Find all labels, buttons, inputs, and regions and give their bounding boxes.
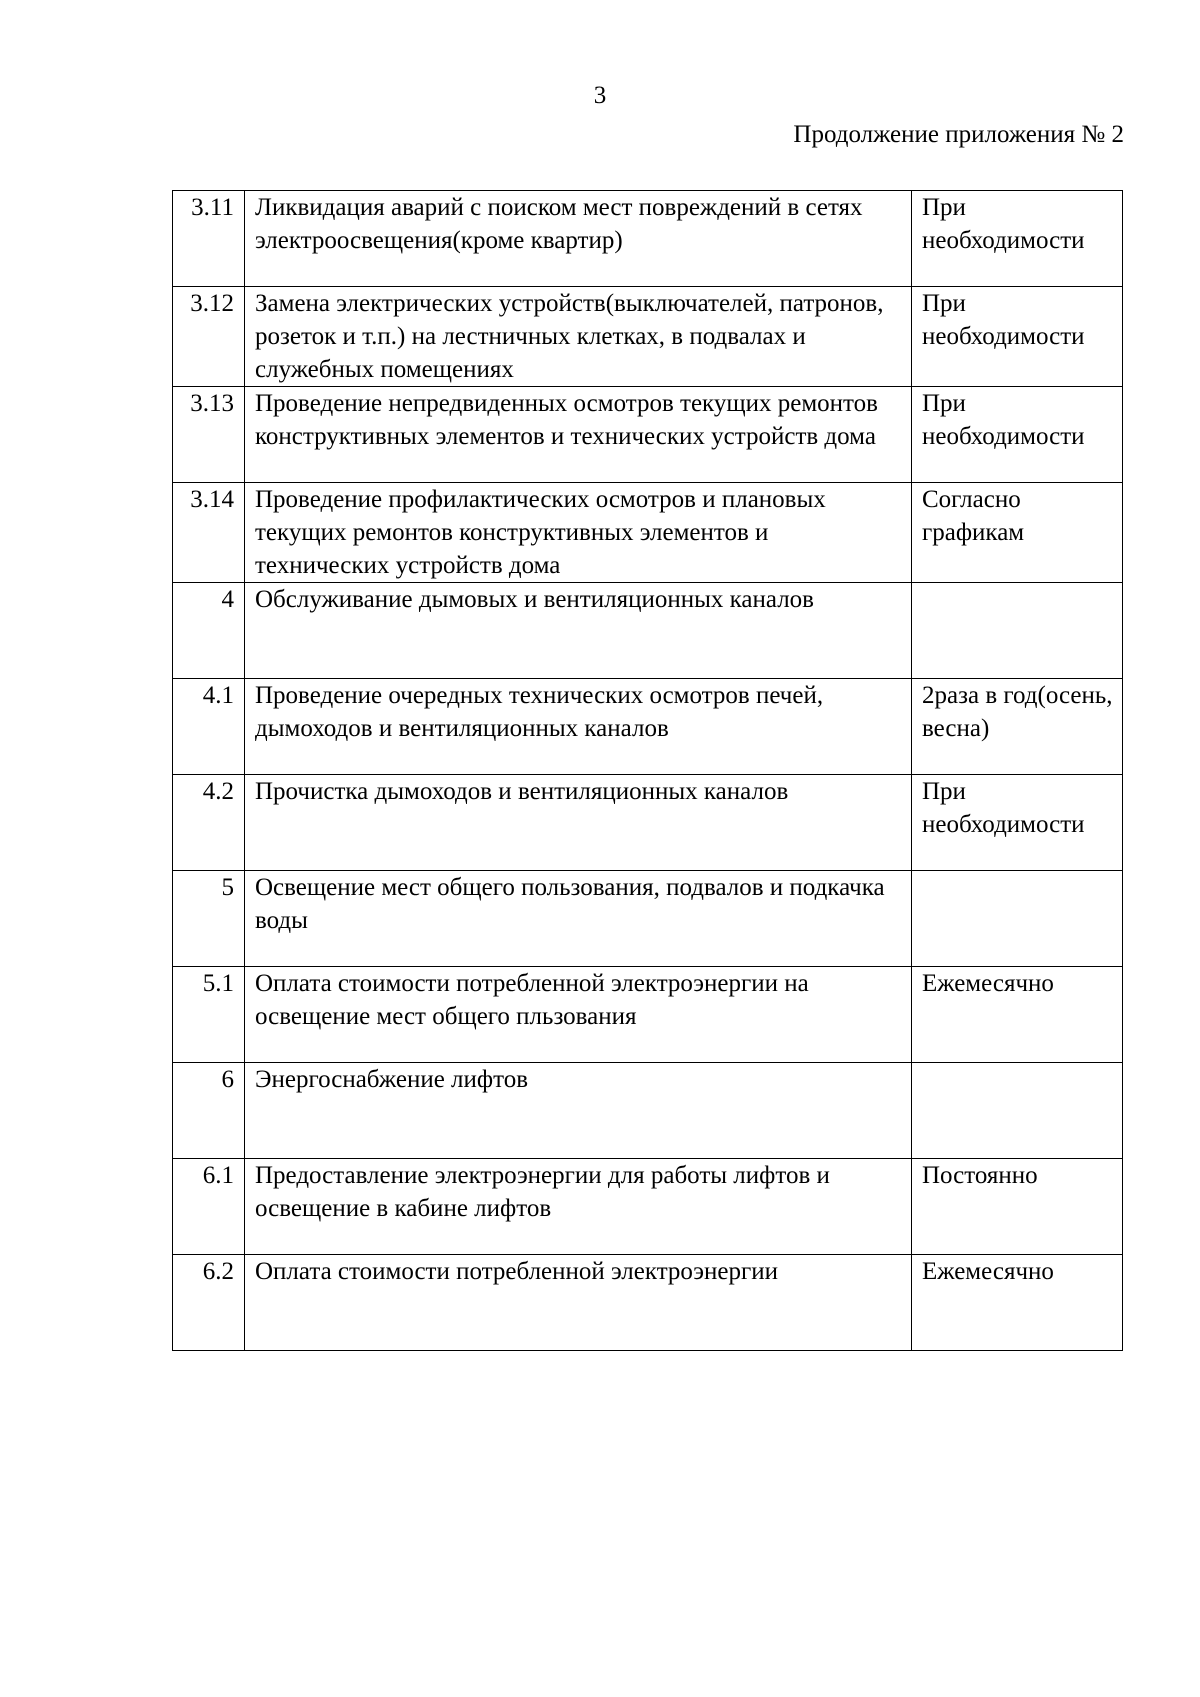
table-row <box>173 775 1123 871</box>
section-number: 6 <box>173 1063 245 1159</box>
item-frequency: Постоянно <box>912 1159 1123 1255</box>
table-row <box>173 871 1123 967</box>
item-description: Оплата стоимости потребленной электроэнергии на освещение мест общего пльзования <box>245 967 912 1063</box>
section-number: 4 <box>173 583 245 679</box>
item-frequency: При необходимости <box>912 775 1123 871</box>
table-row <box>173 679 1123 775</box>
section-title: Энергоснабжение лифтов <box>245 1063 912 1159</box>
item-number: 3.13 <box>173 387 245 483</box>
section-title: Обслуживание дымовых и вентиляционных каналов <box>245 583 912 679</box>
item-frequency: При необходимости <box>912 387 1123 483</box>
appendix-continuation-heading: Продолжение приложения № 2 <box>793 121 1124 148</box>
item-description: Прочистка дымоходов и вентиляционных каналов <box>245 775 912 871</box>
item-frequency: При необходимости <box>912 191 1123 287</box>
item-number: 3.14 <box>173 483 245 583</box>
section-number: 5 <box>173 871 245 967</box>
item-number: 3.12 <box>173 287 245 387</box>
table-row <box>173 1063 1123 1159</box>
table-row <box>173 287 1123 387</box>
item-number: 6.1 <box>173 1159 245 1255</box>
item-description: Оплата стоимости потребленной электроэнергии <box>245 1255 912 1351</box>
item-number: 5.1 <box>173 967 245 1063</box>
item-frequency: При необходимости <box>912 287 1123 387</box>
table-row <box>173 387 1123 483</box>
item-number: 3.11 <box>173 191 245 287</box>
maintenance-schedule-table <box>172 190 1123 1351</box>
item-frequency <box>912 583 1123 679</box>
page-number: 3 <box>593 82 607 109</box>
table-row <box>173 483 1123 583</box>
item-number: 6.2 <box>173 1255 245 1351</box>
table-row <box>173 967 1123 1063</box>
item-description: Проведение очередных технических осмотров печей, дымоходов и вентиляционных каналов <box>245 679 912 775</box>
table-row <box>173 1255 1123 1351</box>
item-number: 4.2 <box>173 775 245 871</box>
item-frequency <box>912 1063 1123 1159</box>
item-frequency: 2раза в год(осень, весна) <box>912 679 1123 775</box>
item-frequency: Ежемесячно <box>912 1255 1123 1351</box>
item-frequency <box>912 871 1123 967</box>
table-row <box>173 1159 1123 1255</box>
item-description: Проведение непредвиденных осмотров текущих ремонтов конструктивных элементов и технических устройств дома <box>245 387 912 483</box>
item-frequency: Ежемесячно <box>912 967 1123 1063</box>
item-frequency: Согласно графикам <box>912 483 1123 583</box>
item-description: Ликвидация аварий с поиском мест повреждений в сетях электроосвещения(кроме квартир) <box>245 191 912 287</box>
section-title: Освещение мест общего пользования, подвалов и подкачка воды <box>245 871 912 967</box>
table-row <box>173 191 1123 287</box>
table-row <box>173 583 1123 679</box>
item-description: Предоставление электроэнергии для работы лифтов и освещение в кабине лифтов <box>245 1159 912 1255</box>
item-number: 4.1 <box>173 679 245 775</box>
item-description: Замена электрических устройств(выключателей, патронов, розеток и т.п.) на лестничных клетках, в подвалах и служебных помещениях <box>245 287 912 387</box>
item-description: Проведение профилактических осмотров и плановых текущих ремонтов конструктивных элементов и технических устройств дома <box>245 483 912 583</box>
